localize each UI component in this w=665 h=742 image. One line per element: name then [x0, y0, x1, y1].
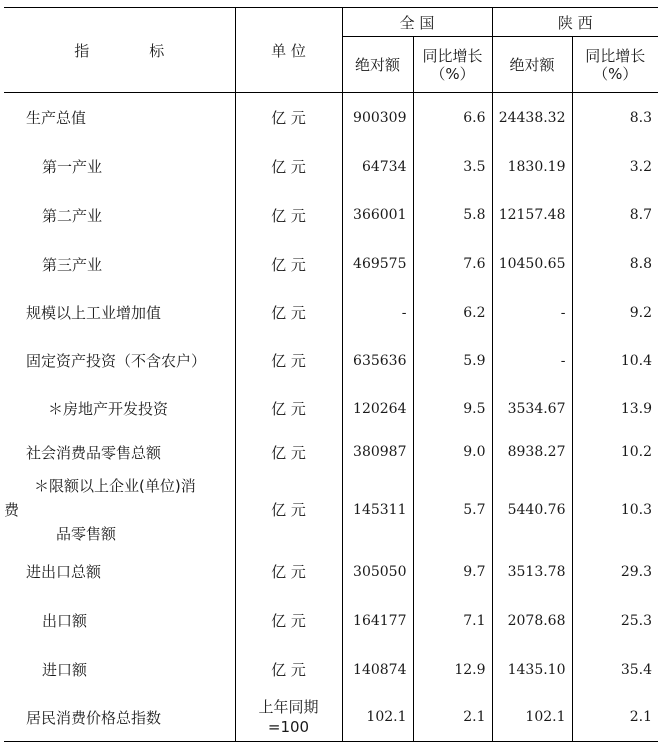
shaanxi-growth: 29.3 — [572, 548, 658, 596]
row-label: 生产总值 — [26, 109, 87, 128]
table-row — [4, 385, 658, 433]
shaanxi-absolute: 24438.32 — [492, 93, 572, 143]
row-label — [4, 472, 235, 548]
national-growth-header — [413, 37, 492, 93]
row-unit: 亿 元 — [235, 472, 342, 548]
growth-label-line2: （%） — [593, 64, 638, 83]
table-row — [4, 191, 658, 240]
shaanxi-growth: 9.2 — [572, 289, 658, 337]
shaanxi-growth: 13.9 — [572, 385, 658, 433]
national-growth: 7.6 — [413, 240, 492, 289]
indicator-header: 指 标 — [4, 8, 235, 93]
national-absolute: - — [342, 289, 413, 337]
row-unit-line2: =100 — [267, 718, 310, 737]
unit-header: 单 位 — [235, 8, 342, 93]
national-growth: 2.1 — [413, 694, 492, 742]
row-unit: 亿 元 — [235, 596, 342, 646]
shaanxi-absolute: 12157.48 — [492, 191, 572, 240]
shaanxi-absolute: 3513.78 — [492, 548, 572, 596]
row-unit: 亿 元 — [235, 433, 342, 472]
national-absolute: 305050 — [342, 548, 413, 596]
table-row — [4, 93, 658, 143]
shaanxi-absolute: 102.1 — [492, 694, 572, 742]
row-unit: 亿 元 — [235, 93, 342, 143]
row-label: 第三产业 — [42, 255, 103, 274]
national-absolute: 102.1 — [342, 694, 413, 742]
shaanxi-growth-header — [572, 37, 658, 93]
national-absolute: 380987 — [342, 433, 413, 472]
shaanxi-absolute: 3534.67 — [492, 385, 572, 433]
shaanxi-growth: 10.2 — [572, 433, 658, 472]
national-growth: 9.5 — [413, 385, 492, 433]
row-label-line3: 品零售额 — [56, 524, 117, 543]
row-label: 第二产业 — [42, 206, 103, 225]
national-growth: 6.6 — [413, 93, 492, 143]
national-growth: 12.9 — [413, 646, 492, 694]
shaanxi-absolute-header: 绝对额 — [492, 37, 572, 93]
shaanxi-growth: 10.3 — [572, 472, 658, 548]
national-absolute: 120264 — [342, 385, 413, 433]
national-growth: 9.0 — [413, 433, 492, 472]
row-unit: 亿 元 — [235, 385, 342, 433]
row-unit: 亿 元 — [235, 548, 342, 596]
shaanxi-growth: 8.3 — [572, 93, 658, 143]
statistics-table — [4, 7, 658, 742]
row-label: 社会消费品零售总额 — [26, 443, 162, 462]
table-row — [4, 646, 658, 694]
row-unit: 亿 元 — [235, 289, 342, 337]
table-row — [4, 240, 658, 289]
row-label: 出口额 — [42, 612, 88, 630]
shaanxi-growth: 10.4 — [572, 337, 658, 385]
shaanxi-growth: 8.7 — [572, 191, 658, 240]
shaanxi-growth: 35.4 — [572, 646, 658, 694]
national-header: 全 国 — [342, 8, 492, 37]
table-row — [4, 433, 658, 472]
row-unit — [235, 694, 342, 742]
national-absolute: 64734 — [342, 143, 413, 191]
row-unit: 亿 元 — [235, 191, 342, 240]
row-unit-line1: 上年同期 — [258, 698, 319, 717]
growth-label-line1: 同比增长 — [422, 46, 483, 65]
table-row — [4, 694, 658, 742]
row-label: 居民消费价格总指数 — [4, 694, 235, 742]
row-label-line2: 费 — [4, 500, 20, 519]
row-label: 第一产业 — [42, 158, 103, 176]
shaanxi-absolute: 5440.76 — [492, 472, 572, 548]
row-unit: 亿 元 — [235, 143, 342, 191]
table-row — [4, 289, 658, 337]
table-row — [4, 472, 658, 548]
row-unit: 亿 元 — [235, 337, 342, 385]
header-row-top — [4, 8, 658, 37]
shaanxi-absolute: 1830.19 — [492, 143, 572, 191]
row-unit: 亿 元 — [235, 646, 342, 694]
shaanxi-growth: 3.2 — [572, 143, 658, 191]
shaanxi-absolute: 1435.10 — [492, 646, 572, 694]
shaanxi-header: 陕 西 — [492, 8, 658, 37]
row-label: 固定资产投资（不含农户） — [26, 352, 207, 370]
shaanxi-growth: 8.8 — [572, 240, 658, 289]
national-growth: 5.9 — [413, 337, 492, 385]
national-absolute: 164177 — [342, 596, 413, 646]
national-growth: 5.7 — [413, 472, 492, 548]
table-row — [4, 548, 658, 596]
shaanxi-absolute: - — [492, 337, 572, 385]
national-growth: 3.5 — [413, 143, 492, 191]
national-growth: 5.8 — [413, 191, 492, 240]
row-unit: 亿 元 — [235, 240, 342, 289]
row-label: 进出口总额 — [26, 563, 102, 581]
national-absolute: 366001 — [342, 191, 413, 240]
national-absolute: 635636 — [342, 337, 413, 385]
row-label: 规模以上工业增加值 — [26, 304, 162, 322]
shaanxi-absolute: 8938.27 — [492, 433, 572, 472]
national-absolute-header: 绝对额 — [342, 37, 413, 93]
row-label-line1: ＊限额以上企业(单位)消 — [34, 476, 196, 495]
table-row — [4, 143, 658, 191]
shaanxi-absolute: - — [492, 289, 572, 337]
national-absolute: 469575 — [342, 240, 413, 289]
national-absolute: 145311 — [342, 472, 413, 548]
shaanxi-growth: 25.3 — [572, 596, 658, 646]
table-row — [4, 596, 658, 646]
national-growth: 7.1 — [413, 596, 492, 646]
national-absolute: 900309 — [342, 93, 413, 143]
table-row — [4, 337, 658, 385]
national-growth: 9.7 — [413, 548, 492, 596]
shaanxi-growth: 2.1 — [572, 694, 658, 742]
growth-label-line1: 同比增长 — [585, 46, 646, 65]
shaanxi-absolute: 2078.68 — [492, 596, 572, 646]
growth-label-line2: （%） — [430, 64, 475, 83]
shaanxi-absolute: 10450.65 — [492, 240, 572, 289]
row-label: ＊房地产开发投资 — [48, 400, 169, 418]
national-growth: 6.2 — [413, 289, 492, 337]
national-absolute: 140874 — [342, 646, 413, 694]
row-label: 进口额 — [42, 661, 88, 679]
